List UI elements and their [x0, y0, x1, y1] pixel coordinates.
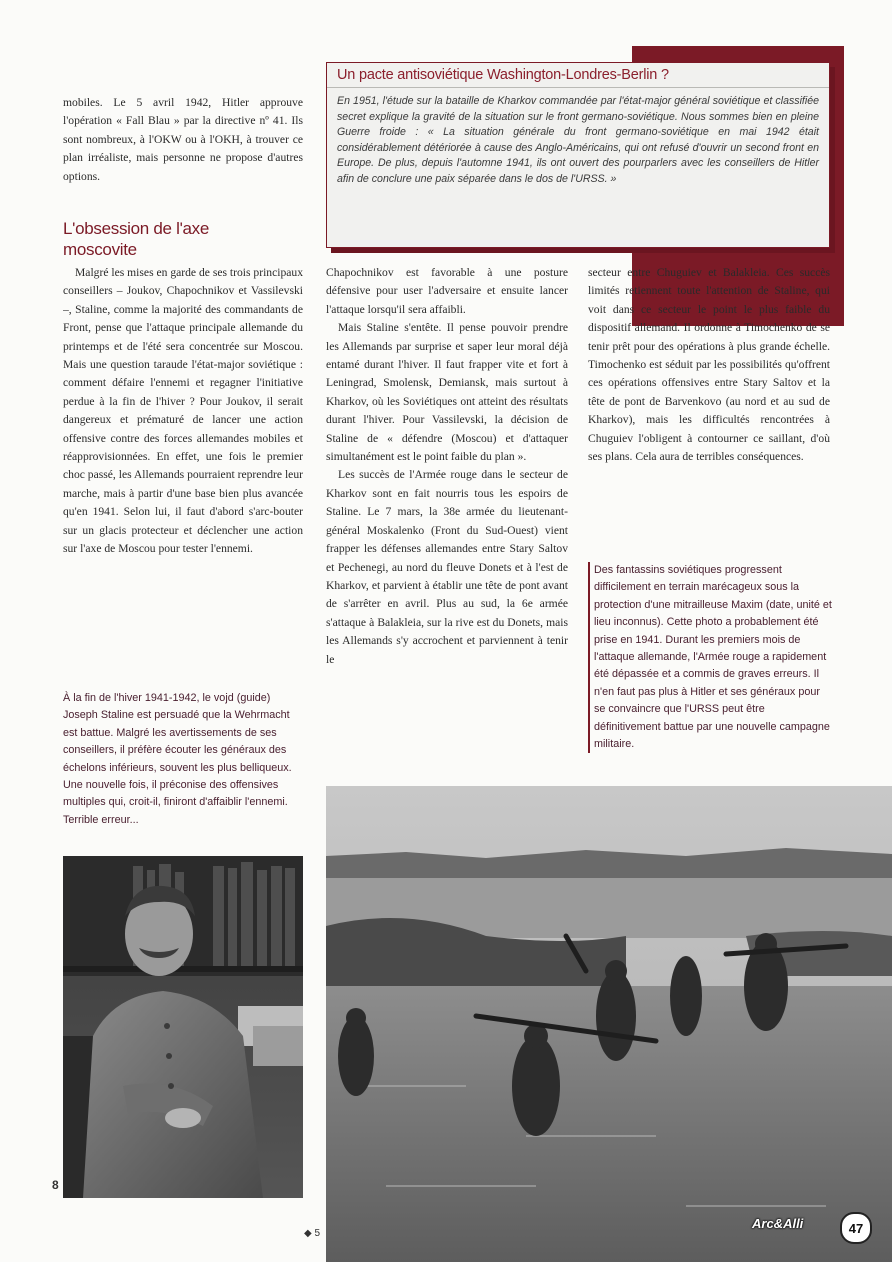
intro-text: mobiles. Le 5 avril 1942, Hitler approuve l'opération « Fall Blau » par la directive nº 41. Ils sont nombreux, à l'OKW ou à l'OKH, à trouver ce plan irréaliste, mais personne ne propose d'autres options. — [63, 96, 303, 183]
col3-paragraph: secteur entre Chuguiev et Balakleia. Ces succès limités retiennent toute l'attention de Staline, qui voit dans ce secteur le point le plus faible du dispositif allemand. Il ordonne à Timochenko de se tenir prêt pour des opérations à plus grande échelle. Timochenko est séduit par les possibilités qu'offrent ces opérations offensives entre Stary Saltov et la tête de pont de Barvenkovo (au nord et au sud de Kharkov), mais les difficultés rencontrées à Chuguiev l'obligent à contourner ce saillant, d'où ses plans. Cela aura de terribles conséquences. — [588, 266, 830, 464]
section-heading: L'obsession de l'axe moscovite — [63, 219, 210, 259]
gutter-mark: ◆ 5 — [304, 1228, 321, 1239]
intro-paragraph — [63, 94, 303, 186]
col1-paragraph: Malgré les mises en garde de ses trois principaux conseillers – Joukov, Chapochnikov et Vassilevski –, Staline, comme la majorité des commandants de Front, pense que l'attaque principale allemande du printemps et de l'été sera concentrée sur Moscou. Mais une question taraude l'état-major soviétique : comment défaire l'ennemi et regagner l'initiative perdue à la fin de l'hiver ? Pour Joukov, il serait dangereux et prématuré de lancer une action offensive contre des forces allemandes mobiles et réapprovisionnées. En effet, une fois le premier choc passé, les Allemands pourraient reprendre leur marche, mais à partir d'une base bien plus avancée qu'en 1941. Selon lui, il faut d'abord s'arc-bouter sur un glacis protecteur et déclencher une action sur l'axe de Moscou pour tester l'ennemi. — [63, 266, 303, 556]
soldiers-marsh-image — [326, 786, 892, 1262]
page-number-badge — [840, 1212, 872, 1244]
col2-paragraph-2: Mais Staline s'entête. Il pense pouvoir prendre les Allemands par surprise et saper leur moral déjà entamé durant l'hiver. Il faut frapper vite et fort à Leningrad, Smolensk, Demiansk, mais surtout à Kharkov, où les Soviétiques ont atteint des résultats durant l'hiver. Pour Vassilevski, la décision de Staline de « défendre (Moscou) et d'attaquer simultanément est le point faible du plan ». — [326, 321, 568, 464]
sidebar-body: En 1951, l'étude sur la bataille de Kharkov commandée par l'état-major général soviétique et classifiée secret explique la gravité de la situation sur le front germano-soviétique. Nous sommes bien en pleine Guerre froide : « La situation générale du front germano-soviétique en mai 1942 était considérablement détériorée à cause des Anglo-Américains, qui ont refusé d'ouvrir un second front en Europe. De plus, depuis l'automne 1941, ils ont ouvert des pourparlers avec les conseillers de Hitler afin de conclure une paix séparée dans le dos de l'URSS. » — [337, 95, 819, 185]
stalin-photo — [63, 856, 303, 1198]
page-number: 47 — [848, 1220, 864, 1236]
sidebar-box — [326, 62, 830, 248]
column-1 — [63, 264, 303, 670]
left-margin-mark: 8 — [52, 1178, 59, 1192]
caption-stalin: À la fin de l'hiver 1941-1942, le vojd (guide) Joseph Staline est persuadé que la Wehrmacht est battue. Malgré les avertissements de ses conseillers, il préfère écouter les généraux des échelons inférieurs, souvent les plus belliqueux. Une nouvelle fois, il préconise des offensives multiples qui, croit-il, finiront d'affaiblir l'ennemi. Terrible erreur... — [63, 692, 292, 826]
column-2 — [326, 264, 568, 770]
col2-paragraph-3: Les succès de l'Armée rouge dans le secteur de Kharkov sont en fait nourris tous les espoirs de Staline. Le 7 mars, la 38e armée du lieutenant-général Moskalenko (Front du Sud-Ouest) vient frapper les défenses allemandes entre Stary Saltov et Pechenegi, au nord du fleuve Donets et à l'est de Kharkov, et parvient à établir une tête de pont avant de s'arrêter en avril. Plus au sud, la 6e armée s'attaque à Balakleia, sur la rive est du Donets, mais les Allemands s'y accrochent et parviennent à tenir le — [326, 468, 568, 666]
stalin-portrait-image — [63, 856, 303, 1198]
soldiers-photo — [326, 786, 892, 1262]
magazine-logo: Arc&Alli — [752, 1216, 804, 1231]
sidebar-title: Un pacte antisoviétique Washington-Londres-Berlin ? — [327, 63, 829, 88]
column-3 — [588, 264, 830, 532]
caption-soldiers: Des fantassins soviétiques progressent difficilement en terrain marécageux sous la protection d'une mitrailleuse Maxim (date, unité et lieu inconnus). Cette photo a probablement été prise en 1941. Durant les premiers mois de l'attaque allemande, l'Armée rouge a rapidement été dépassée et a commis de graves erreurs. Il n'en faut pas plus à Hitler et ses généraux pour se convaincre que l'URSS peut être définitivement battue par une nouvelle campagne militaire. — [588, 562, 832, 753]
col2-paragraph-1: Chapochnikov est favorable à une posture défensive pour user l'adversaire et ensuite lancer l'attaque lorsqu'il sera affaibli. — [326, 266, 568, 316]
